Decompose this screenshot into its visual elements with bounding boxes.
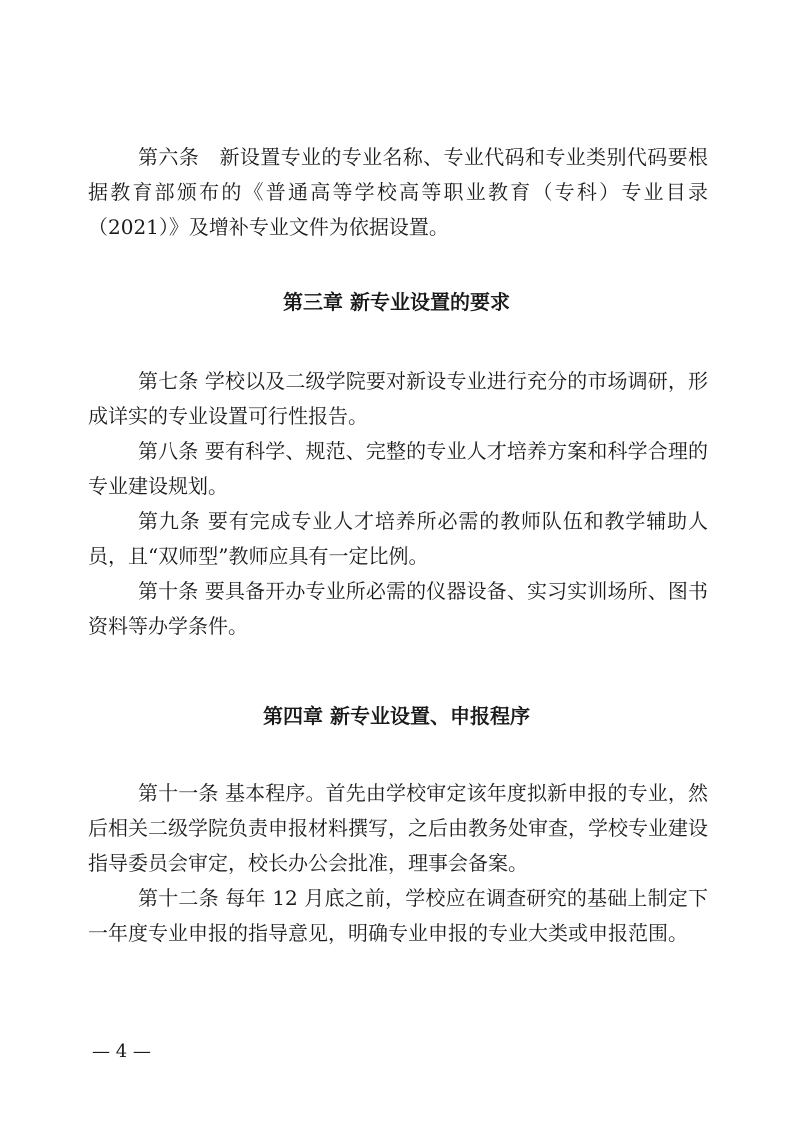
chapter-4-heading: 第四章 新专业设置、申报程序 — [263, 704, 530, 728]
chapter-3-heading: 第三章 新专业设置的要求 — [283, 290, 510, 314]
page-number: — 4 — — [92, 1041, 151, 1062]
article-8: 第八条 要有科学、规范、完整的专业人才培养方案和科学合理的专业建设规划。 — [88, 439, 708, 498]
article-6: 第六条 新设置专业的专业名称、专业代码和专业类别代码要根据教育部颁布的《普通高等学校高等职业教育（专科）专业目录（2021）》及增补专业文件为依据设置。 — [88, 145, 708, 239]
article-11: 第十一条 基本程序。首先由学校审定该年度拟新申报的专业，然后相关二级学院负责申报材料撰写，之后由教务处审查，学校专业建设指导委员会审定，校长办公会批准，理事会备案。 — [88, 781, 708, 875]
article-10: 第十条 要具备开办专业所必需的仪器设备、实习实训场所、图书资料等办学条件。 — [88, 579, 708, 638]
article-12: 第十二条 每年 12 月底之前，学校应在调查研究的基础上制定下一年度专业申报的指导意见，明确专业申报的专业大类或申报范围。 — [88, 886, 708, 945]
article-7: 第七条 学校以及二级学院要对新设专业进行充分的市场调研，形成详实的专业设置可行性报告。 — [88, 369, 708, 428]
article-9: 第九条 要有完成专业人才培养所必需的教师队伍和教学辅助人员，且“双师型”教师应具有一定比例。 — [88, 509, 708, 568]
